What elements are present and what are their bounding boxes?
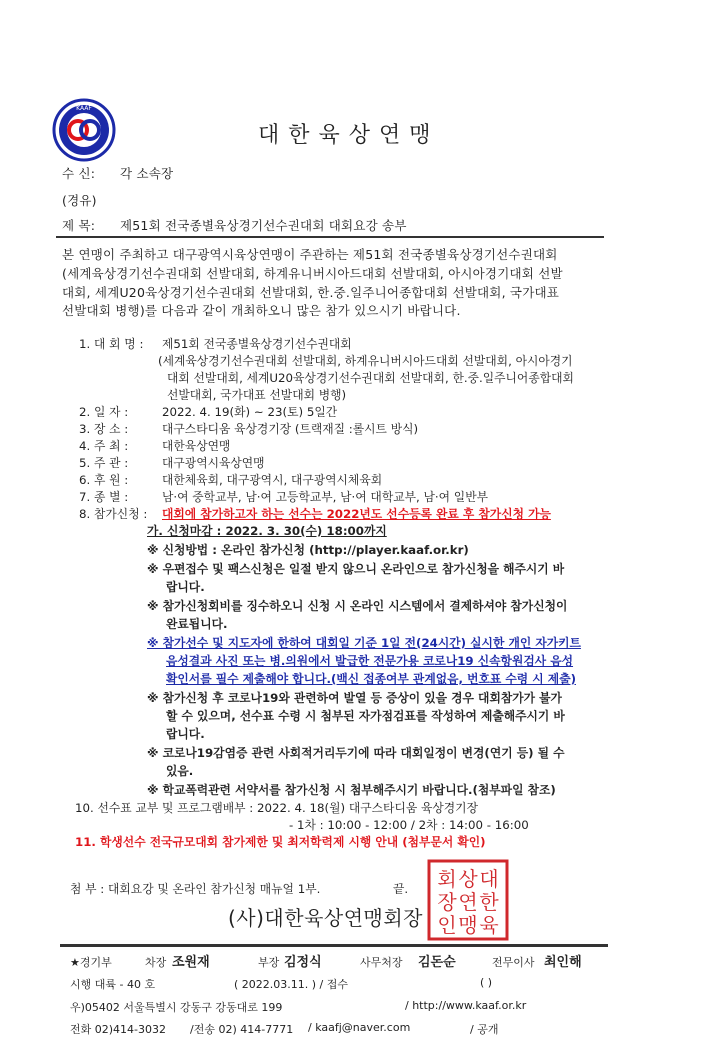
item1-sub: 대회 선발대회, 세계U20육상경기선수권대회 선발대회, 한.중.일주니어종합대회 [167, 371, 574, 385]
doc-number: 시행 대륙 - 40 호 [70, 978, 156, 991]
intro-line: 선발대회 병행)를 다음과 같이 개최하오니 많은 참가 있으시기 바랍니다. [62, 303, 461, 318]
item-value: 대구스타디움 육상경기장 (트랙재질 :롤시트 방식) [162, 422, 419, 436]
seal-char: 인 [437, 913, 457, 937]
intro-line: 본 연맹이 주최하고 대구광역시육상연맹이 주관하는 제51회 전국종별육상경기선수권대회 [62, 247, 558, 262]
note-line: ※ 참가신청 후 코로나19와 관련하여 발열 등 증상이 있을 경우 대회참가가 불가 [147, 691, 562, 705]
intro-line: (세계육상경기선수권대회 선발대회, 하계유니버시아드대회 선발대회, 아시아경기대회 선발 [62, 266, 563, 281]
approver-name: 최인해 [544, 955, 582, 970]
seal-char: 한 [479, 890, 499, 914]
seal-char: 연 [458, 890, 478, 914]
item10-time: - 1차 : 10:00 - 12:00 / 2차 : 14:00 - 16:00 [289, 818, 529, 832]
phone: 전화 02)414-3032 [70, 1023, 166, 1036]
address: 우)05402 서울특별시 강동구 강동대로 199 [70, 1001, 283, 1014]
item1-sub: 선발대회, 국가대표 선발대회 병행) [167, 388, 347, 402]
via: (경유) [62, 193, 97, 208]
subject: 제51회 전국종별육상경기선수권대회 대회요강 송부 [120, 218, 407, 233]
item1-sub: (세계육상경기선수권대회 선발대회, 하계유니버시아드대회 선발대회, 아시아경기 [158, 354, 573, 368]
end-mark: 끝. [393, 882, 409, 896]
covid-test-note: ※ 참가선수 및 지도자에 한하여 대회일 기준 1일 전(24시간) 실시한 개인 자가키트 [147, 636, 581, 650]
doc-date: ( 2022.03.11. ) / 접수 [234, 978, 349, 991]
registration-warning: 대회에 참가하고자 하는 선수는 2022년도 선수등록 완료 후 참가신청 가능 [162, 507, 551, 521]
covid-test-note: 음성결과 사진 또는 병.의원에서 발급한 전문가용 코로나19 신속항원검사 음성 [166, 654, 574, 668]
approver-name: 김정식 [284, 955, 322, 970]
item-value: 대한체육회, 대구광역시, 대구광역시체육회 [162, 473, 383, 487]
disclosure: / 공개 [470, 1023, 499, 1036]
subject-divider [56, 236, 604, 238]
note-line: ※ 코로나19감염증 관련 사회적거리두기에 따라 대회일정이 변경(연기 등) 될 수 [147, 746, 565, 760]
approver-name: 조원재 [172, 955, 210, 970]
note-line: ※ 참가신청회비를 징수하오니 신청 시 온라인 시스템에서 결제하셔야 참가신청이 [147, 599, 568, 613]
item-value: 대구광역시육상연맹 [162, 456, 265, 470]
org-title: 대한육상연맹 [258, 123, 440, 148]
sender: (사)대한육상연맹회장 [228, 906, 423, 930]
seal-char: 회 [437, 867, 457, 891]
covid-test-note: 확인서를 필수 제출해야 합니다.(백신 접종여부 관계없음, 번호표 수령 시 제출) [166, 672, 576, 686]
item-label: 8. 참가신청 : [79, 507, 148, 521]
kaaf-logo [52, 98, 116, 162]
item-label: 3. 장 소 : [79, 422, 129, 436]
item-label: 2. 일 자 : [79, 405, 129, 419]
note-line: 랍니다. [166, 580, 205, 594]
official-seal [427, 859, 509, 941]
note-line: 완료됩니다. [166, 617, 228, 631]
approver-title: 전무이사 [492, 956, 535, 969]
note-line: ※ 신청방법 : 온라인 참가신청 (http://player.kaaf.or.kr) [147, 543, 469, 557]
item11: 11. 학생선수 전국규모대회 참가제한 및 최저학력제 시행 안내 (첨부문서 확인) [75, 835, 486, 849]
item-value: 대한육상연맹 [162, 439, 231, 453]
note-line: 랍니다. [166, 727, 205, 741]
item-label: 5. 주 관 : [79, 456, 129, 470]
deadline: 가. 신청마감 : 2022. 3. 30(수) 18:00까지 [147, 524, 387, 538]
dept-label: ★경기부 [70, 956, 112, 969]
item-label: 4. 주 최 : [79, 439, 129, 453]
approver-title: 사무처장 [360, 956, 403, 969]
item-label: 1. 대 회 명 : [79, 337, 144, 351]
seal-char: 육 [479, 913, 499, 937]
seal-char: 대 [479, 867, 499, 891]
item-label: 6. 후 원 : [79, 473, 129, 487]
approver-name: 김돈순 [418, 955, 456, 970]
item-label: 7. 종 별 : [79, 490, 129, 504]
seal-char: 맹 [458, 913, 478, 937]
intro-line: 대회, 세계U20육상경기선수권대회 선발대회, 한.중.일주니어종합대회 선발대회, 국가대표 [62, 285, 560, 300]
note-line: 할 수 있으며, 선수표 수령 시 첨부된 자가점검표를 작성하여 제출해주시기 바 [166, 709, 565, 723]
item10: 10. 선수표 교부 및 프로그램배부 : 2022. 4. 18(월) 대구스타디움 육상경기장 [75, 801, 478, 815]
fax: /전송 02) 414-7771 [190, 1023, 294, 1036]
subject-label: 제 목: [62, 218, 96, 233]
approver-title: 차장 [145, 956, 167, 969]
item-value: 남·여 중학교부, 남·여 고등학교부, 남·여 대학교부, 남·여 일반부 [162, 490, 488, 504]
footer-divider [60, 944, 608, 947]
email: / kaafj@naver.com [308, 1021, 411, 1034]
seal-char: 상 [458, 867, 478, 891]
receipt-field: ( ) [480, 976, 493, 989]
recipient-label: 수 신: [62, 166, 96, 181]
seal-char: 장 [437, 890, 457, 914]
svg-text:KAAF: KAAF [76, 105, 92, 112]
note-line: ※ 학교폭력관련 서약서를 참가신청 시 첨부해주시기 바랍니다.(첨부파일 참조) [147, 783, 556, 797]
approver-title: 부장 [258, 956, 280, 969]
website: / http://www.kaaf.or.kr [405, 999, 527, 1012]
attachment: 첨 부 : 대회요강 및 온라인 참가신청 매뉴얼 1부. [70, 882, 321, 896]
recipient: 각 소속장 [120, 166, 174, 181]
note-line: ※ 우편접수 및 팩스신청은 일절 받지 않으니 온라인으로 참가신청을 해주시기 바 [147, 562, 565, 576]
item-value: 2022. 4. 19(화) ~ 23(토) 5일간 [162, 405, 338, 419]
note-line: 있음. [166, 764, 194, 778]
item-value: 제51회 전국종별육상경기선수권대회 [162, 337, 352, 351]
